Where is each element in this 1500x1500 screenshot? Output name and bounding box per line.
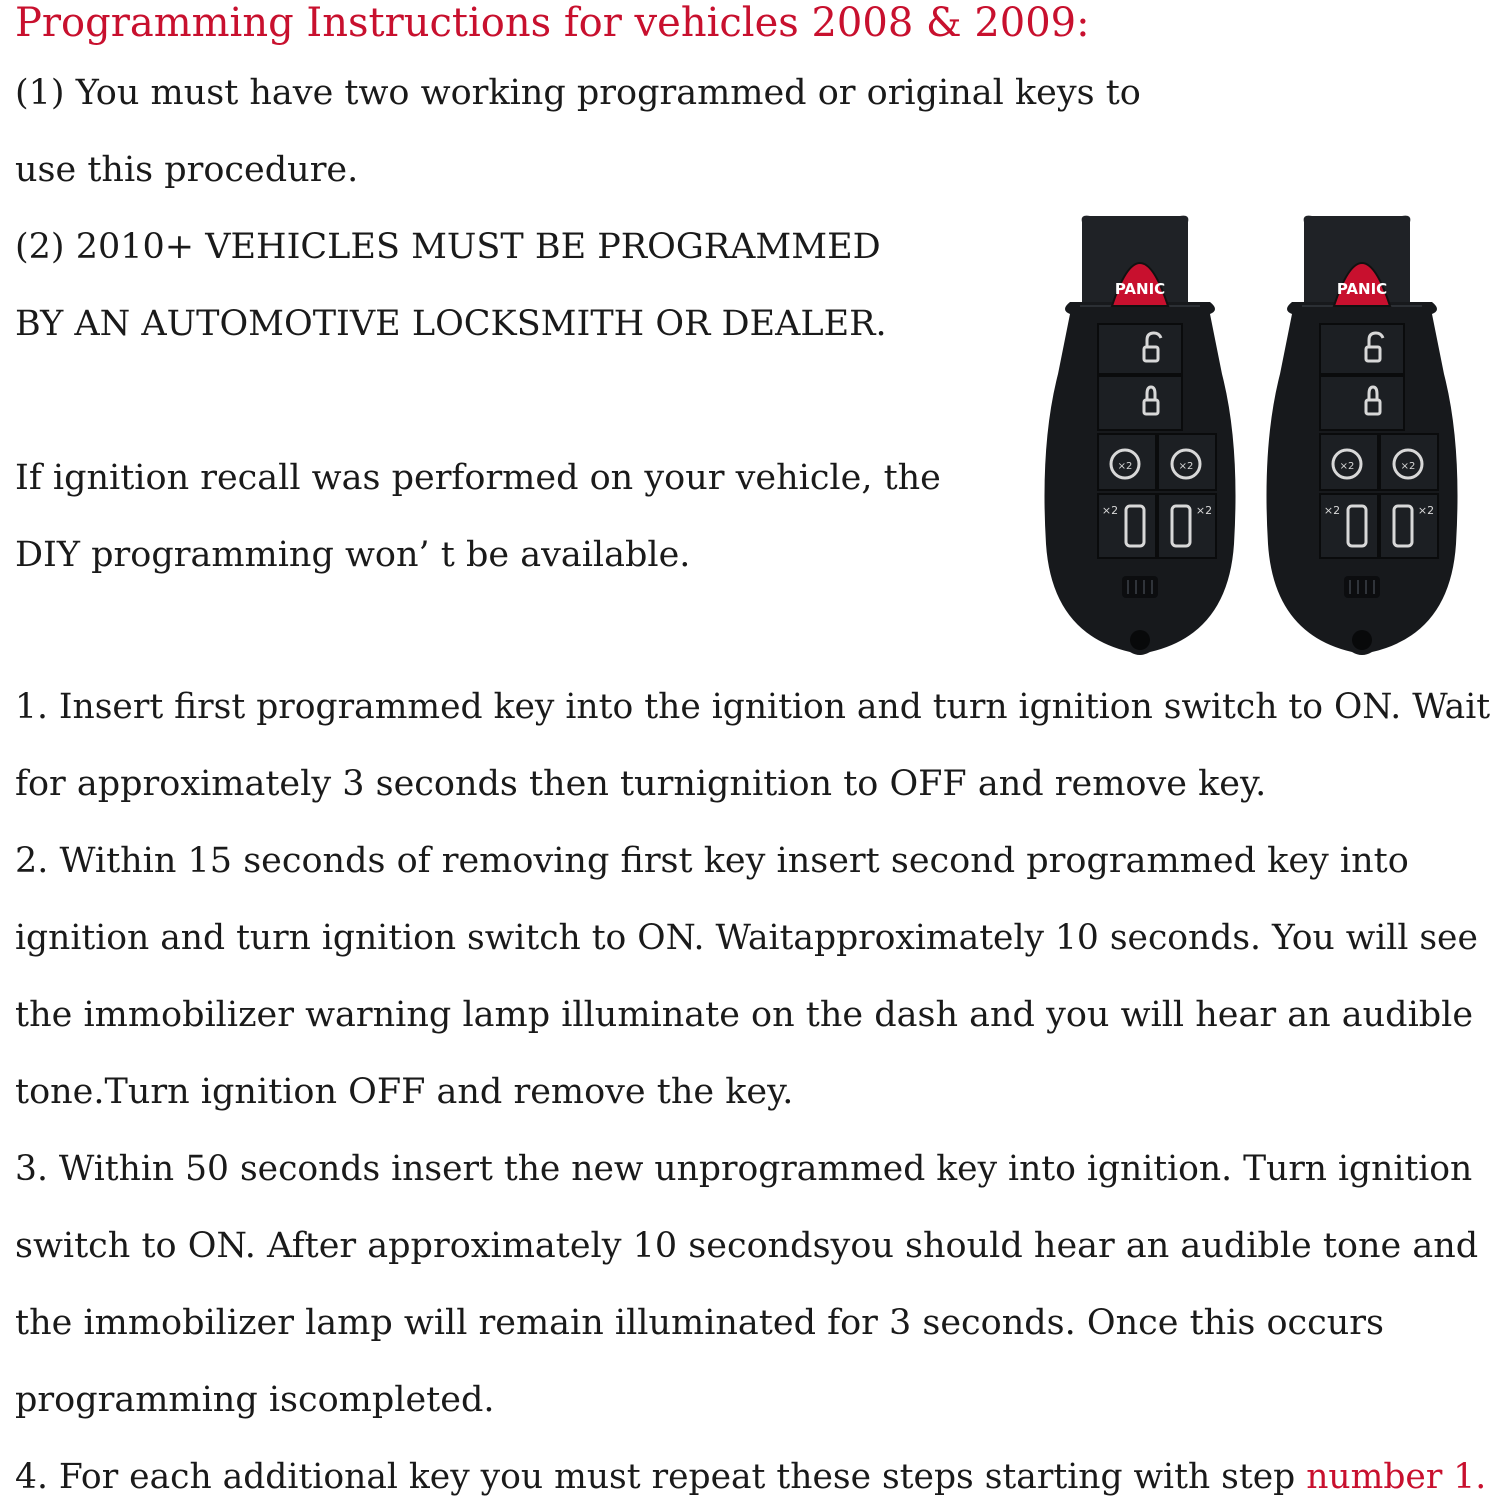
x2-label: ×2 [1400, 461, 1416, 472]
step-4-line-1 [15, 1457, 1486, 1497]
right-sliding-door-button[interactable] [1158, 494, 1216, 558]
step-1-line-1: 1. Insert first programmed key into the ignition and turn ignition switch to ON. Wait [15, 687, 1491, 727]
remote-start-button[interactable] [1320, 434, 1378, 490]
unlock-button[interactable] [1320, 324, 1404, 374]
x2-label: ×2 [1178, 461, 1194, 472]
note-1-line-2: use this procedure. [15, 150, 359, 190]
x2-label: ×2 [1101, 504, 1119, 517]
right-sliding-door-button[interactable] [1380, 494, 1438, 558]
step-2-line-4: tone.Turn ignition OFF and remove the key. [15, 1072, 794, 1112]
x2-label: ×2 [1323, 504, 1341, 517]
recall-note-line-2: DIY programming won’ t be available. [15, 535, 691, 575]
step-2-line-1: 2. Within 15 seconds of removing first key insert second programmed key into [15, 841, 1409, 881]
lock-button[interactable] [1098, 376, 1182, 430]
step-4-highlight: number 1. [1306, 1457, 1487, 1497]
key-fob-image [1040, 214, 1240, 670]
step-2-line-3: the immobilizer warning lamp illuminate on the dash and you will hear an audible [15, 995, 1474, 1035]
step-1-line-2: for approximately 3 seconds then turnignition to OFF and remove key. [15, 764, 1267, 804]
left-sliding-door-button[interactable] [1320, 494, 1378, 558]
remote-start-button[interactable] [1098, 434, 1156, 490]
step-3-line-2: switch to ON. After approximately 10 secondsyou should hear an audible tone and [15, 1226, 1479, 1266]
note-2-line-2: BY AN AUTOMOTIVE LOCKSMITH OR DEALER. [15, 304, 887, 344]
step-3-line-3: the immobilizer lamp will remain illuminated for 3 seconds. Once this occurs [15, 1303, 1384, 1343]
x2-label: ×2 [1417, 504, 1435, 517]
recall-note-line-1: If ignition recall was performed on your vehicle, the [15, 458, 941, 498]
trunk-button[interactable] [1158, 434, 1216, 490]
note-2-line-1: (2) 2010+ VEHICLES MUST BE PROGRAMMED [15, 227, 881, 267]
step-4-text: 4. For each additional key you must repeat these steps starting with step [15, 1457, 1307, 1497]
page-title: Programming Instructions for vehicles 2008 & 2009: [15, 0, 1090, 46]
x2-label: ×2 [1339, 461, 1355, 472]
lock-button[interactable] [1320, 376, 1404, 430]
note-1-line-1: (1) You must have two working programmed or original keys to [15, 73, 1141, 113]
trunk-button[interactable] [1380, 434, 1438, 490]
left-sliding-door-button[interactable] [1098, 494, 1156, 558]
x2-label: ×2 [1195, 504, 1213, 517]
step-2-line-2: ignition and turn ignition switch to ON. Waitapproximately 10 seconds. You will see [15, 918, 1478, 958]
step-3-line-1: 3. Within 50 seconds insert the new unprogrammed key into ignition. Turn ignition [15, 1149, 1473, 1189]
unlock-button[interactable] [1098, 324, 1182, 374]
x2-label: ×2 [1117, 461, 1133, 472]
step-3-line-4: programming iscompleted. [15, 1380, 495, 1420]
panic-label: PANIC [1336, 280, 1388, 298]
panic-label: PANIC [1114, 280, 1166, 298]
key-fob-image [1262, 214, 1462, 670]
